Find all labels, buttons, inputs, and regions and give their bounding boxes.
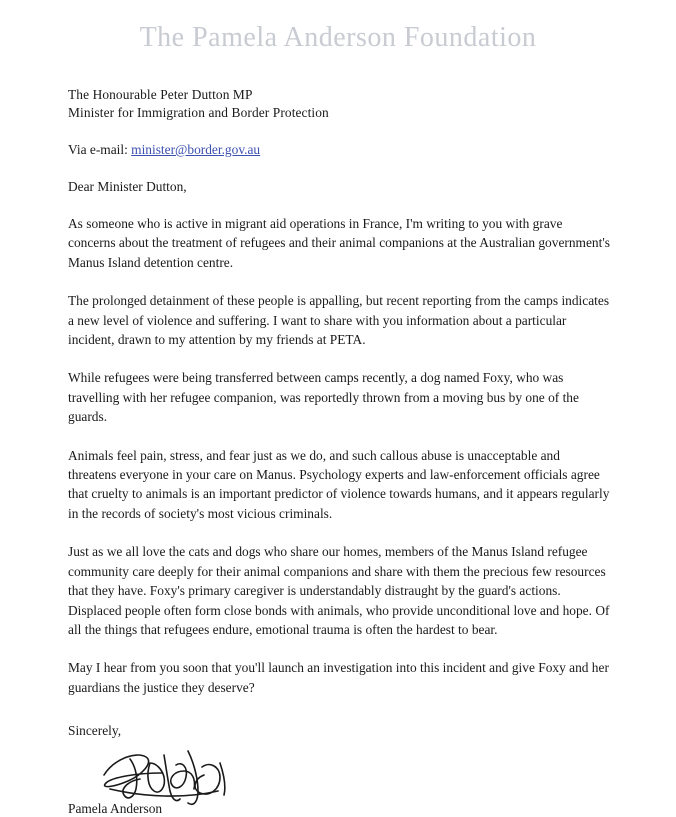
paragraph-3: While refugees were being transferred between camps recently, a dog named Foxy, who was travelling with her refugee companion, was reportedly thrown from a moving bus by one of the guards. bbox=[68, 370, 579, 425]
recipient-name: The Honourable Peter Dutton MP bbox=[68, 87, 253, 102]
paragraph-2: The prolonged detainment of these people is appalling, but recent reporting from the camps indicates a new level of violence and suffering. I want to share with you information about a particular incident, drawn to my attention by my friends at PETA. bbox=[68, 293, 610, 348]
signature-icon bbox=[84, 741, 254, 811]
signature-area bbox=[68, 741, 610, 815]
paragraph-4: Animals feel pain, stress, and fear just as we do, and such callous abuse is unacceptable and threatens everyone in your care on Manus. Psychology experts and law-enforcement officials agree that cruelty to animals is an important predictor of violence towards humans, and it appears regularly in the records of society's most vicious criminals. bbox=[68, 447, 610, 521]
letterhead bbox=[0, 0, 676, 60]
salutation: Dear Minister Dutton, bbox=[68, 179, 187, 194]
signature-name: Pamela Anderson bbox=[68, 801, 163, 817]
email-label: Via e-mail: bbox=[68, 142, 132, 157]
foundation-title: The Pamela Anderson Foundation bbox=[139, 22, 537, 53]
letter-body bbox=[0, 60, 676, 815]
paragraph-1: As someone who is active in migrant aid operations in France, I'm writing to you with grave concerns about the treatment of refugees and their animal companions at the Australian government's Manus Island detention centre. bbox=[68, 216, 610, 270]
email-link[interactable]: minister@border.gov.au bbox=[131, 142, 261, 157]
closing: Sincerely, bbox=[68, 723, 122, 739]
paragraph-5: Just as we all love the cats and dogs who share our homes, members of the Manus Island refugee community care deeply for their animal companions and share with them the precious few resources that they have. Foxy's primary caregiver is understandably distraught by the guard's actions. Displaced people often form close bonds with animals, who provide unconditional love and hope. Of all the things that refugees endure, emotional trauma is often the hardest to bear. bbox=[68, 544, 610, 637]
recipient-title: Minister for Immigration and Border Protection bbox=[68, 105, 329, 120]
recipient-block bbox=[68, 86, 610, 122]
email-line bbox=[68, 141, 610, 159]
paragraph-6: May I hear from you soon that you'll launch an investigation into this incident and give Foxy and her guardians the justice they deserve? bbox=[68, 660, 609, 695]
